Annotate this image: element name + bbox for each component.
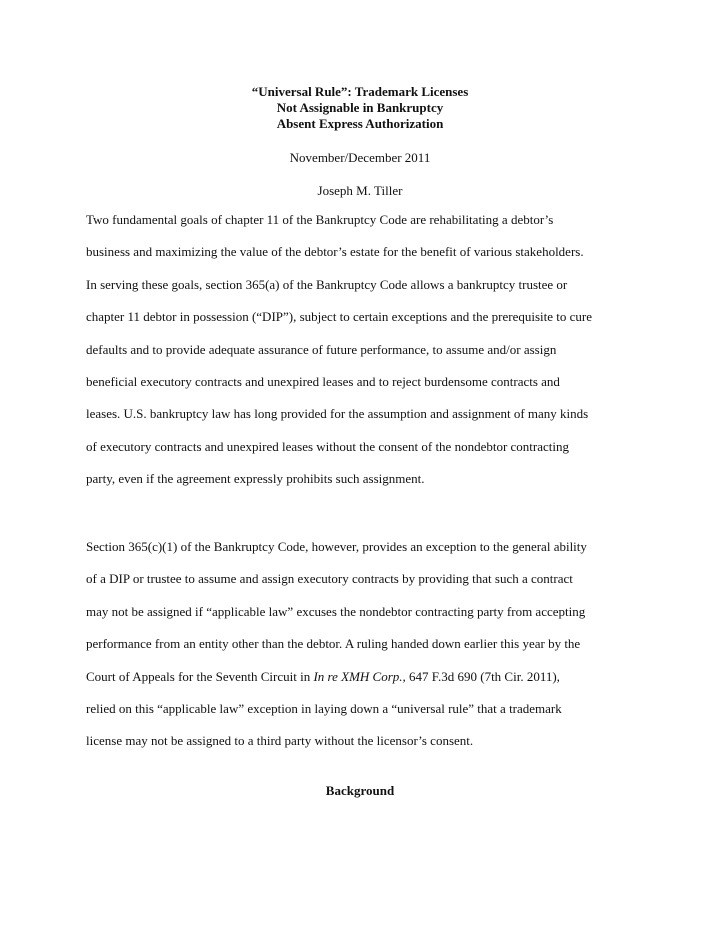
- paragraph-line: leases. U.S. bankruptcy law has long provided for the assumption and assignment of many kinds: [86, 406, 589, 422]
- title-line-2: Not Assignable in Bankruptcy: [276, 100, 444, 115]
- author-name: Joseph M. Tiller: [317, 183, 403, 198]
- citation-reference: 647 F.3d 690 (7th Cir. 2011),: [405, 668, 560, 684]
- paragraph-line: relied on this “applicable law” exception in laying down a “universal rule” that a trademark: [86, 700, 562, 716]
- paragraph-intro: [86, 212, 656, 504]
- paragraph-line: of executory contracts and unexpired leases without the consent of the nondebtor contracting: [86, 438, 570, 454]
- paragraph-line: In serving these goals, section 365(a) of the Bankruptcy Code allows a bankruptcy trustee or: [86, 276, 568, 292]
- paragraph-line: defaults and to provide adequate assurance of future performance, to assume and/or assign: [86, 341, 557, 357]
- document-title: [0, 84, 720, 132]
- paragraph-line: chapter 11 debtor in possession (“DIP”), subject to certain exceptions and the prerequisite to cure: [86, 309, 592, 325]
- paragraph-line: beneficial executory contracts and unexpired leases and to reject burdensome contracts and: [86, 373, 560, 389]
- citation-lead-text: Court of Appeals for the Seventh Circuit in: [86, 668, 314, 684]
- publication-date: November/December 2011: [289, 150, 431, 165]
- paragraph-line: Section 365(c)(1) of the Bankruptcy Code, however, provides an exception to the general ability: [86, 539, 587, 554]
- case-name: In re XMH Corp.,: [313, 668, 406, 684]
- title-line-1: “Universal Rule”: Trademark Licenses: [251, 84, 469, 99]
- paragraph-line: may not be assigned if “applicable law” excuses the nondebtor contracting party from accepting: [86, 603, 586, 619]
- paragraph-line: of a DIP or trustee to assume and assign executory contracts by providing that such a contract: [86, 571, 573, 587]
- paragraph-line: Two fundamental goals of chapter 11 of the Bankruptcy Code are rehabilitating a debtor’s: [86, 212, 554, 227]
- paragraph-line-citation: [86, 669, 656, 701]
- title-line-3: Absent Express Authorization: [276, 116, 444, 131]
- paragraph-exception: [86, 539, 656, 766]
- paragraph-line: party, even if the agreement expressly prohibits such assignment.: [86, 471, 425, 487]
- section-heading-background: Background: [325, 783, 395, 798]
- paragraph-line: business and maximizing the value of the debtor’s estate for the benefit of various stakeholders.: [86, 244, 584, 260]
- paragraph-line: license may not be assigned to a third party without the licensor’s consent.: [86, 733, 474, 749]
- paragraph-line: performance from an entity other than the debtor. A ruling handed down earlier this year by the: [86, 636, 581, 652]
